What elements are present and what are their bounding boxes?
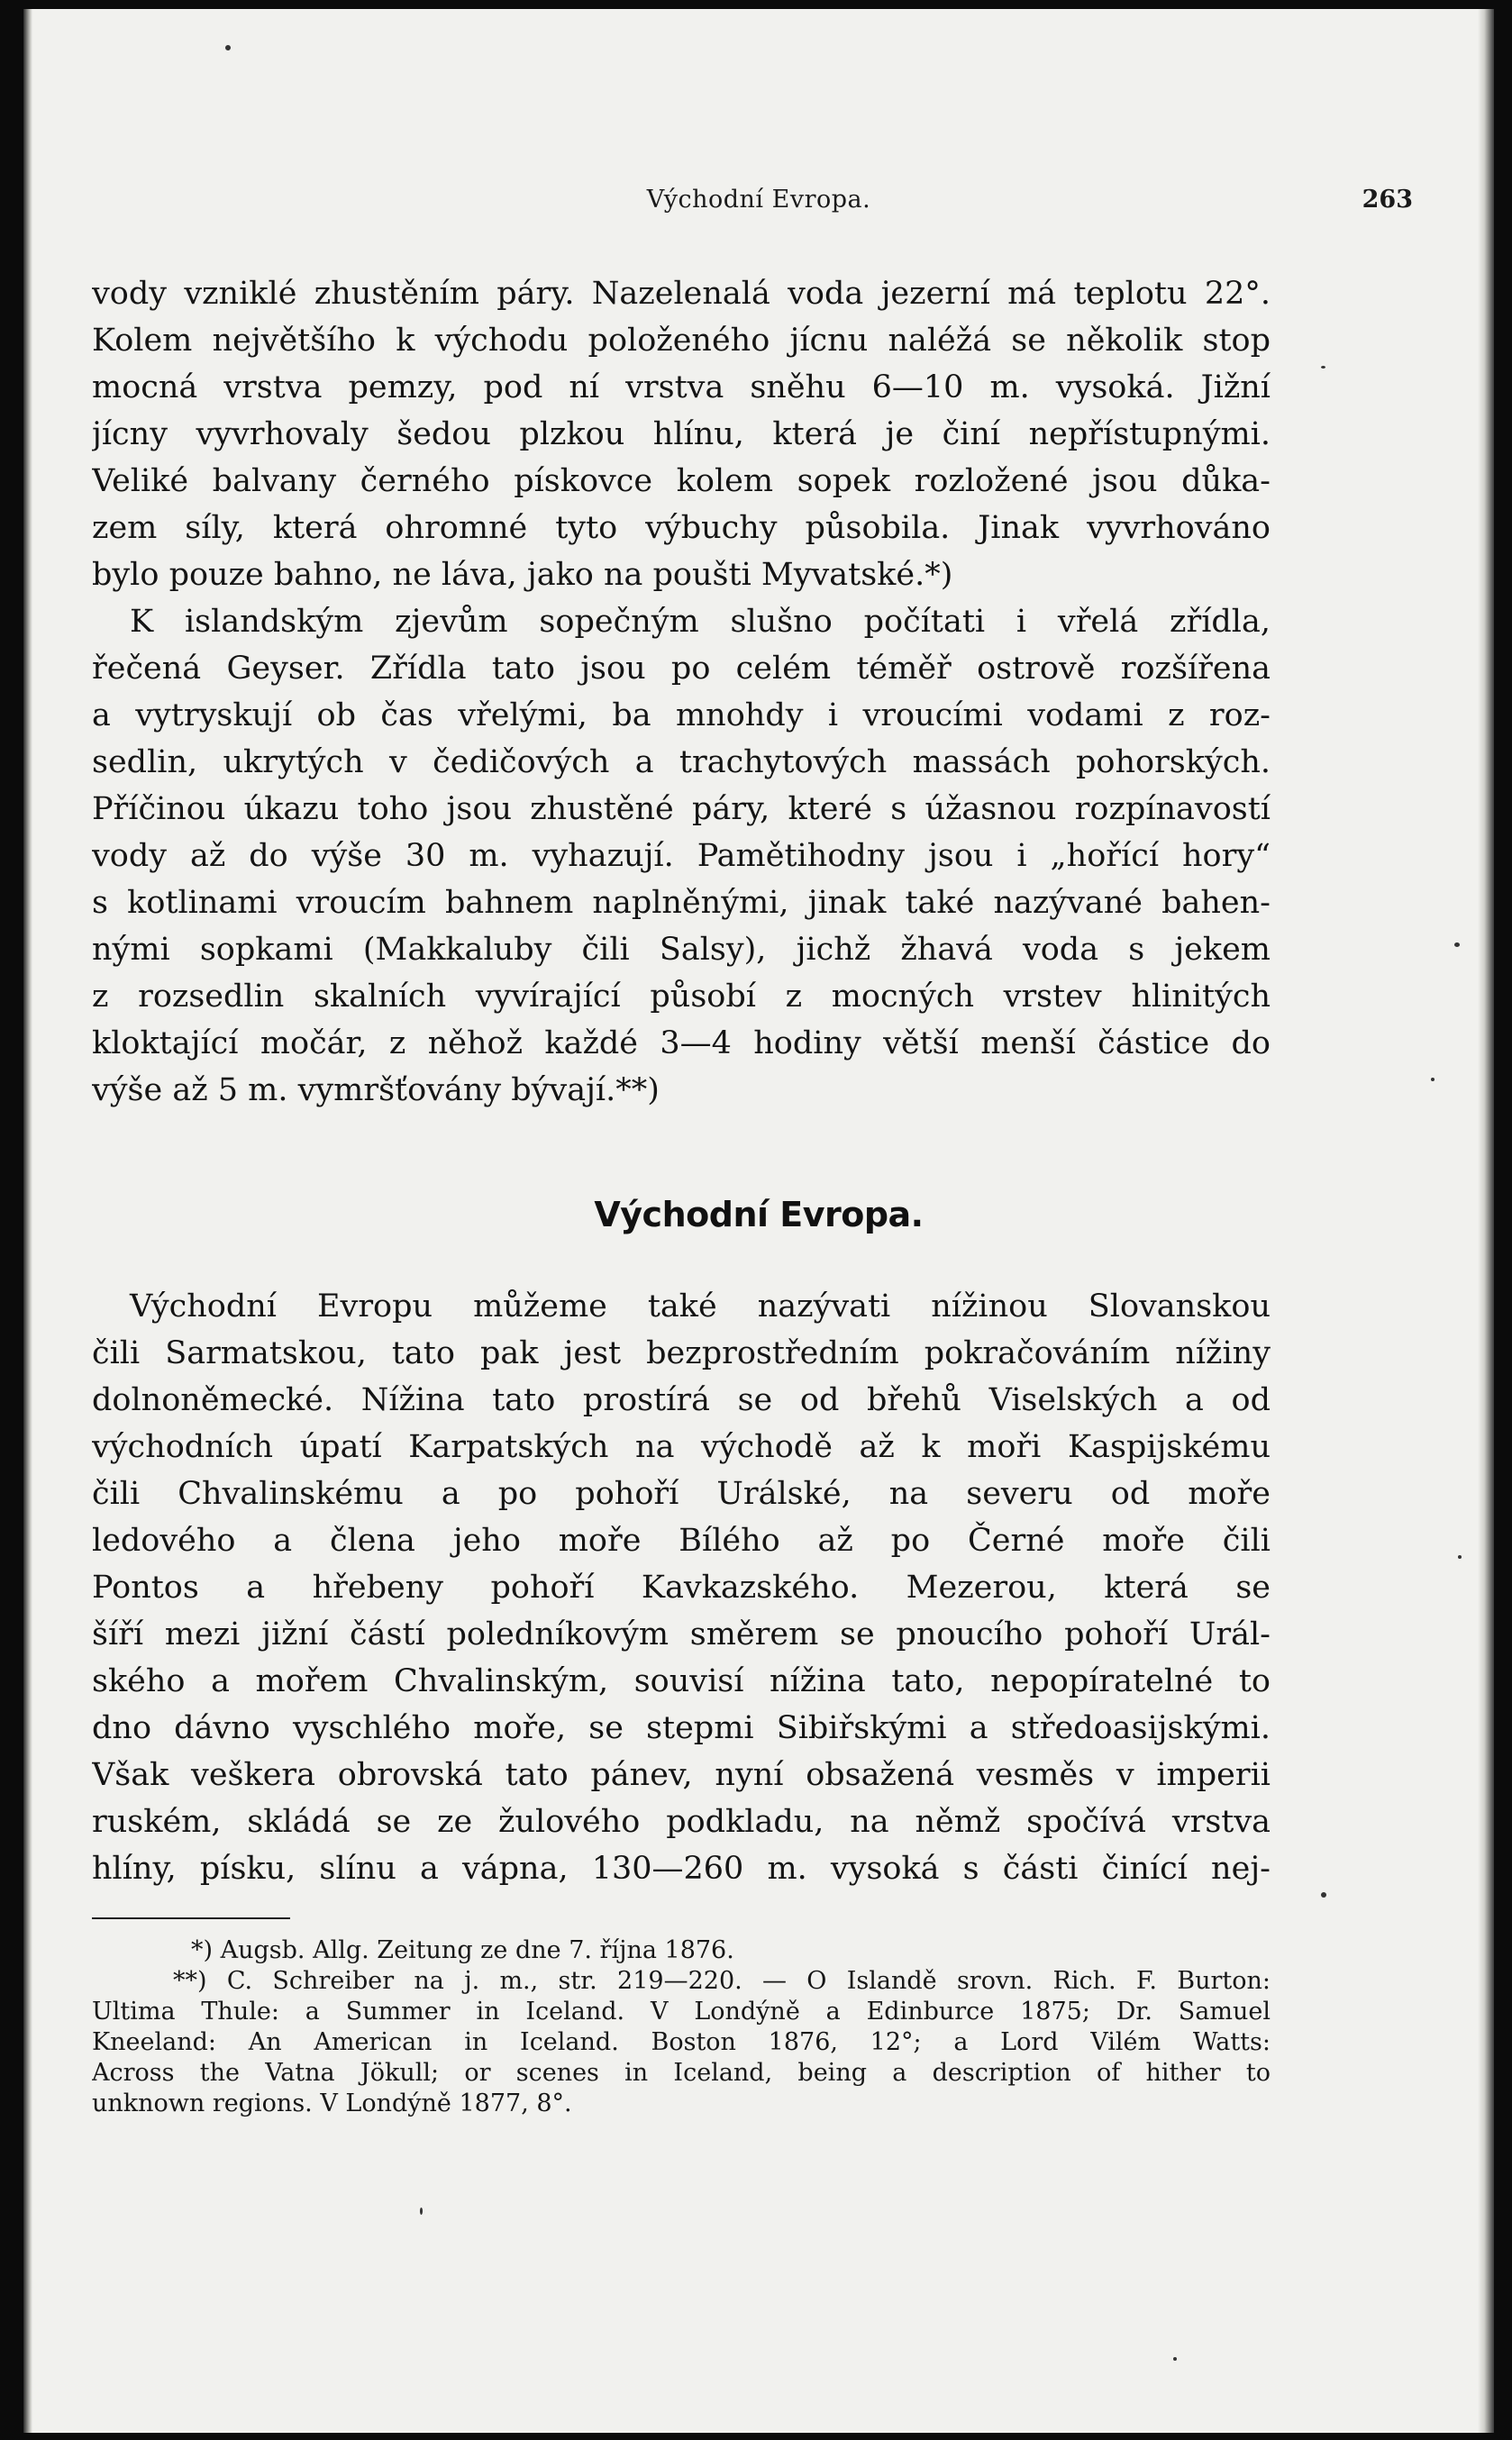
- text-line: zem síly, která ohromné tyto výbuchy působila. Jinak vyvrhováno: [92, 510, 1271, 546]
- paragraph-3: [92, 1283, 1271, 1892]
- text-line: Příčinou úkazu toho jsou zhustěné páry, které s úžasnou rozpínavostí: [92, 791, 1271, 827]
- paper-speck: [1173, 2357, 1177, 2361]
- paragraph-2: [92, 598, 1271, 1114]
- text-line: ského a mořem Chvalinským, souvisí nížina tato, nepopíratelné to: [92, 1663, 1271, 1699]
- footnote-2-line: Kneeland: An American in Iceland. Boston 1876, 12°; a Lord Vilém Watts:: [92, 2028, 1271, 2056]
- text-line: jícny vyvrhovaly šedou plzkou hlínu, která je činí nepřístupnými.: [92, 416, 1271, 452]
- book-page: [23, 9, 1494, 2433]
- text-line: a vytryskují ob čas vřelými, ba mnohdy i vroucími vodami z roz-: [92, 697, 1271, 733]
- text-line: nými sopkami (Makkaluby čili Salsy), jichž žhavá voda s jekem: [92, 932, 1271, 968]
- text-line: mocná vrstva pemzy, pod ní vrstva sněhu 6—10 m. vysoká. Jižní: [92, 369, 1271, 405]
- section-heading: Východní Evropa.: [594, 1195, 924, 1234]
- text-line: Pontos a hřebeny pohoří Kavkazského. Mezerou, která se: [92, 1570, 1271, 1606]
- footnote-2-line: **) C. Schreiber na j. m., str. 219—220. — O Islandě srovn. Rich. F. Burton:: [173, 1967, 1271, 1995]
- text-line: ruském, skládá se ze žulového podkladu, na němž spočívá vrstva: [92, 1804, 1271, 1840]
- paragraph-1: [92, 270, 1271, 598]
- running-head-title: Východní Evropa.: [646, 186, 871, 214]
- text-line: Však veškera obrovská tato pánev, nyní obsažená vesměs v imperii: [92, 1757, 1271, 1793]
- paper-speck: [225, 45, 231, 50]
- text-line: řečená Geyser. Zřídla tato jsou po celém téměř ostrově rozšířena: [92, 651, 1271, 687]
- text-line: ledového a člena jeho moře Bílého až po Černé moře čili: [92, 1523, 1271, 1559]
- text-line: kloktající močár, z něhož každé 3—4 hodiny větší menší částice do: [92, 1025, 1271, 1061]
- text-line: východních úpatí Karpatských na východě až k moři Kaspijskému: [92, 1429, 1271, 1465]
- footnote-2-line: Across the Vatna Jökull; or scenes in Iceland, being a description of hither to: [92, 2059, 1271, 2087]
- page-number: 263: [1362, 186, 1413, 214]
- footnote-2-line: unknown regions. V Londýně 1877, 8°.: [92, 2089, 572, 2117]
- footnotes: [92, 1935, 1271, 2119]
- text-line: dolnoněmecké. Nížina tato prostírá se od břehů Viselských a od: [92, 1382, 1271, 1418]
- paper-speck: [1321, 366, 1325, 369]
- text-line: Východní Evropu můžeme také nazývati nížinou Slovanskou: [130, 1288, 1271, 1325]
- text-line: dno dávno vyschlého moře, se stepmi Sibiřskými a středoasijskými.: [92, 1710, 1271, 1746]
- paper-speck: [1321, 1892, 1326, 1898]
- text-line: vody vzniklé zhustěním páry. Nazelenalá voda jezerní má teplotu 22°.: [92, 276, 1271, 312]
- text-line: hlíny, písku, slínu a vápna, 130—260 m. vysoká s části činící nej-: [92, 1851, 1271, 1887]
- text-line: K islandským zjevům sopečným slušno počítati i vřelá zřídla,: [130, 604, 1271, 640]
- footnote-divider: [92, 1917, 290, 1919]
- text-line: Kolem největšího k východu položeného jícnu naléžá se několik stop: [92, 323, 1271, 359]
- text-line: šíří mezi jižní částí poledníkovým směrem se pnoucího pohoří Urál-: [92, 1616, 1271, 1652]
- text-line: vody až do výše 30 m. vyhazují. Pamětihodny jsou i „hořící hory“: [92, 838, 1271, 874]
- text-line: čili Sarmatskou, tato pak jest bezprostředním pokračováním nížiny: [92, 1335, 1271, 1371]
- paper-speck: [1454, 942, 1460, 947]
- text-line: s kotlinami vroucím bahnem naplněnými, jinak také nazývané bahen-: [92, 885, 1271, 921]
- paper-speck: [1458, 1555, 1462, 1559]
- paper-speck: [1431, 1078, 1435, 1081]
- text-line: Veliké balvany černého pískovce kolem sopek rozložené jsou důka-: [92, 463, 1271, 499]
- running-head: [23, 186, 1494, 222]
- paper-speck: [420, 2208, 423, 2215]
- text-line: čili Chvalinskému a po pohoří Urálské, na severu od moře: [92, 1476, 1271, 1512]
- text-line: výše až 5 m. vymršťovány bývají.**): [92, 1072, 660, 1108]
- footnote-2-line: Ultima Thule: a Summer in Iceland. V Londýně a Edinburce 1875; Dr. Samuel: [92, 1998, 1271, 2026]
- footnote-1: *) Augsb. Allg. Zeitung ze dne 7. října 1876.: [191, 1936, 734, 1964]
- text-line: sedlin, ukrytých v čedičových a trachytových massách pohorských.: [92, 744, 1271, 780]
- text-line: z rozsedlin skalních vyvírající působí z mocných vrstev hlinitých: [92, 979, 1271, 1015]
- text-line: bylo pouze bahno, ne láva, jako na poušti Myvatské.*): [92, 557, 953, 593]
